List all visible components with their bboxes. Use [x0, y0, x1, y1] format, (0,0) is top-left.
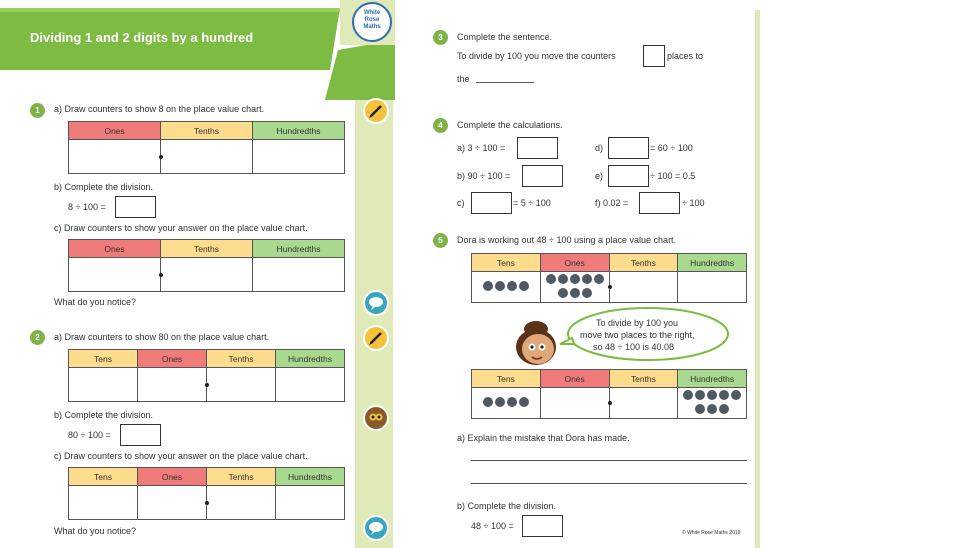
- header-ones: Ones: [540, 370, 609, 388]
- q5-prompt: Dora is working out 48 ÷ 100 using a place value chart.: [457, 235, 677, 245]
- q3-line2: the: [457, 74, 470, 84]
- q1b-calc: 8 ÷ 100 =: [68, 202, 106, 212]
- q5b-calc: 48 ÷ 100 =: [471, 521, 514, 531]
- question-4-number: 4: [433, 118, 448, 133]
- q4f-label: f) 0.02 =: [595, 198, 629, 208]
- q2a-text: a) Draw counters to show 80 on the place value chart.: [54, 332, 270, 342]
- counter: [582, 274, 592, 284]
- question-1-number: 1: [30, 103, 45, 118]
- q4d-rest: = 60 ÷ 100: [650, 143, 693, 153]
- speech-bubble-icon: [363, 290, 389, 316]
- counter: [582, 288, 592, 298]
- header-ones: Ones: [138, 350, 207, 368]
- q1b-answer-box[interactable]: [115, 196, 156, 218]
- counter: [594, 274, 604, 284]
- q2c-text: c) Draw counters to show your answer on the place value chart.: [54, 451, 308, 461]
- header-tens: Tens: [472, 254, 541, 272]
- cell-tenths[interactable]: [161, 258, 253, 292]
- cell-ones: [540, 272, 609, 303]
- q5a-answer-line-2[interactable]: [471, 483, 747, 484]
- owl-icon: [363, 405, 389, 431]
- decimal-point: [159, 273, 163, 277]
- q3-prompt: Complete the sentence.: [457, 32, 553, 42]
- header-tenths: Tenths: [609, 254, 678, 272]
- q1c-text: c) Draw counters to show your answer on the place value chart.: [54, 223, 308, 233]
- q2-chart-c[interactable]: [68, 467, 345, 520]
- header-ones: Ones: [138, 468, 207, 486]
- counter: [483, 397, 493, 407]
- header-hundredths: Hundredths: [678, 254, 747, 272]
- q5b-answer-box[interactable]: [522, 515, 563, 537]
- counter: [570, 274, 580, 284]
- speech-line-1: To divide by 100 you: [596, 318, 679, 328]
- counter: [719, 404, 729, 414]
- title-banner: [0, 0, 395, 110]
- cell-tens[interactable]: [69, 368, 138, 402]
- counter: [483, 281, 493, 291]
- q3-answer-line[interactable]: [476, 82, 534, 83]
- counter: [519, 397, 529, 407]
- counter: [683, 390, 693, 400]
- q2-chart-a[interactable]: [68, 349, 345, 402]
- counter: [507, 397, 517, 407]
- cell-ones[interactable]: [69, 258, 161, 292]
- counter: [570, 288, 580, 298]
- cell-hundredths: [678, 272, 747, 303]
- counter: [558, 274, 568, 284]
- sidebar-strip: [355, 100, 393, 548]
- header-hundredths: Hundredths: [253, 122, 345, 140]
- header-ones: Ones: [540, 254, 609, 272]
- question-2-number: 2: [30, 330, 45, 345]
- right-page: [420, 10, 760, 548]
- header-ones: Ones: [69, 240, 161, 258]
- cell-tenths: [609, 388, 678, 419]
- header-tenths: Tenths: [207, 468, 276, 486]
- counter: [519, 281, 529, 291]
- q1a-text: a) Draw counters to show 8 on the place value chart.: [54, 104, 265, 114]
- q2b-answer-box[interactable]: [120, 424, 161, 446]
- q5a-text: a) Explain the mistake that Dora has made.: [457, 433, 630, 443]
- counter: [695, 390, 705, 400]
- pencil-icon: [363, 98, 389, 124]
- q4c-rest: = 5 ÷ 100: [513, 198, 551, 208]
- q4e-label: e): [595, 171, 604, 181]
- header-tens: Tens: [472, 370, 541, 388]
- header-hundredths: Hundredths: [253, 240, 345, 258]
- question-3-number: 3: [433, 30, 448, 45]
- counter: [707, 390, 717, 400]
- cell-tenths: [609, 272, 678, 303]
- question-5-number: 5: [433, 233, 448, 248]
- cell-tens[interactable]: [69, 486, 138, 520]
- worksheet-title: Dividing 1 and 2 digits by a hundred: [30, 30, 254, 45]
- decimal-point: [205, 383, 209, 387]
- q5-chart-2-counter-row: [472, 388, 747, 419]
- speech-line-3: so 48 ÷ 100 is 40.08: [593, 342, 674, 352]
- counter: [546, 274, 556, 284]
- q4c-answer-box[interactable]: [471, 192, 512, 214]
- speech-line-2: move two places to the right,: [580, 330, 695, 340]
- q1-chart-a[interactable]: [68, 121, 345, 174]
- cell-tenths[interactable]: [207, 368, 276, 402]
- cell-tens: [472, 272, 541, 303]
- cell-tens: [472, 388, 541, 419]
- cell-tenths[interactable]: [207, 486, 276, 520]
- q4d-label: d): [595, 143, 604, 153]
- counter: [507, 281, 517, 291]
- speech-bubble-icon-2: [363, 515, 389, 541]
- header-tenths: Tenths: [609, 370, 678, 388]
- q1-notice: What do you notice?: [54, 297, 137, 307]
- right-page-edge: [755, 10, 760, 548]
- cell-tenths[interactable]: [161, 140, 253, 174]
- q3-places-box[interactable]: [643, 45, 665, 67]
- q4-prompt: Complete the calculations.: [457, 120, 563, 130]
- counter: [731, 390, 741, 400]
- decimal-point: [205, 501, 209, 505]
- cell-hundredths[interactable]: [253, 258, 345, 292]
- logo-line-2: Rose: [364, 17, 380, 23]
- header-hundredths: Hundredths: [276, 468, 345, 486]
- q5-chart-1-counter-row: [472, 272, 747, 303]
- q4a-text: a) 3 ÷ 100 =: [457, 143, 506, 153]
- q5a-answer-line-1[interactable]: [471, 460, 747, 461]
- header-tens: Tens: [69, 468, 138, 486]
- cell-hundredths[interactable]: [276, 368, 345, 402]
- counter: [695, 404, 705, 414]
- header-hundredths: Hundredths: [276, 350, 345, 368]
- q4f-answer-box[interactable]: [639, 192, 680, 214]
- q5-chart-1: [471, 253, 747, 303]
- q1-chart-c[interactable]: [68, 239, 345, 292]
- white-rose-logo: [352, 2, 392, 42]
- header-tenths: Tenths: [161, 240, 253, 258]
- cell-hundredths[interactable]: [253, 140, 345, 174]
- q2b-calc: 80 ÷ 100 =: [68, 430, 111, 440]
- q4b-text: b) 90 ÷ 100 =: [457, 171, 511, 181]
- cell-ones[interactable]: [138, 368, 207, 402]
- logo-line-1: White: [363, 10, 381, 16]
- q5-chart-2: [471, 369, 747, 419]
- q4e-rest: ÷ 100 = 0.5: [650, 171, 696, 181]
- q1b-text: b) Complete the division.: [54, 182, 154, 192]
- header-ones: Ones: [69, 122, 161, 140]
- header-tens: Tens: [69, 350, 138, 368]
- logo-line-3: Maths: [363, 24, 381, 30]
- q4e-answer-box[interactable]: [608, 165, 649, 187]
- counter: [719, 390, 729, 400]
- cell-hundredths: [678, 388, 747, 419]
- q4a-answer-box[interactable]: [517, 137, 558, 159]
- counter: [707, 404, 717, 414]
- counter: [495, 281, 505, 291]
- cell-ones[interactable]: [138, 486, 207, 520]
- cell-ones[interactable]: [69, 140, 161, 174]
- q4c-label: c): [457, 198, 465, 208]
- q2-notice: What do you notice?: [54, 526, 137, 536]
- q3-line1a: To divide by 100 you move the counters: [457, 51, 616, 61]
- q4b-answer-box[interactable]: [522, 165, 563, 187]
- pencil-icon-2: [363, 325, 389, 351]
- q4d-answer-box[interactable]: [608, 137, 649, 159]
- counter: [495, 397, 505, 407]
- header-tenths: Tenths: [161, 122, 253, 140]
- q5b-text: b) Complete the division.: [457, 501, 557, 511]
- cell-ones: [540, 388, 609, 419]
- cell-hundredths[interactable]: [276, 486, 345, 520]
- q4f-rest: ÷ 100: [682, 198, 705, 208]
- counter: [558, 288, 568, 298]
- q2b-text: b) Complete the division.: [54, 410, 154, 420]
- left-page: [0, 0, 395, 548]
- decimal-point: [159, 155, 163, 159]
- q3-line1b: places to: [667, 51, 704, 61]
- header-tenths: Tenths: [207, 350, 276, 368]
- header-hundredths: Hundredths: [678, 370, 747, 388]
- copyright: © White Rose Maths 2019: [682, 530, 741, 536]
